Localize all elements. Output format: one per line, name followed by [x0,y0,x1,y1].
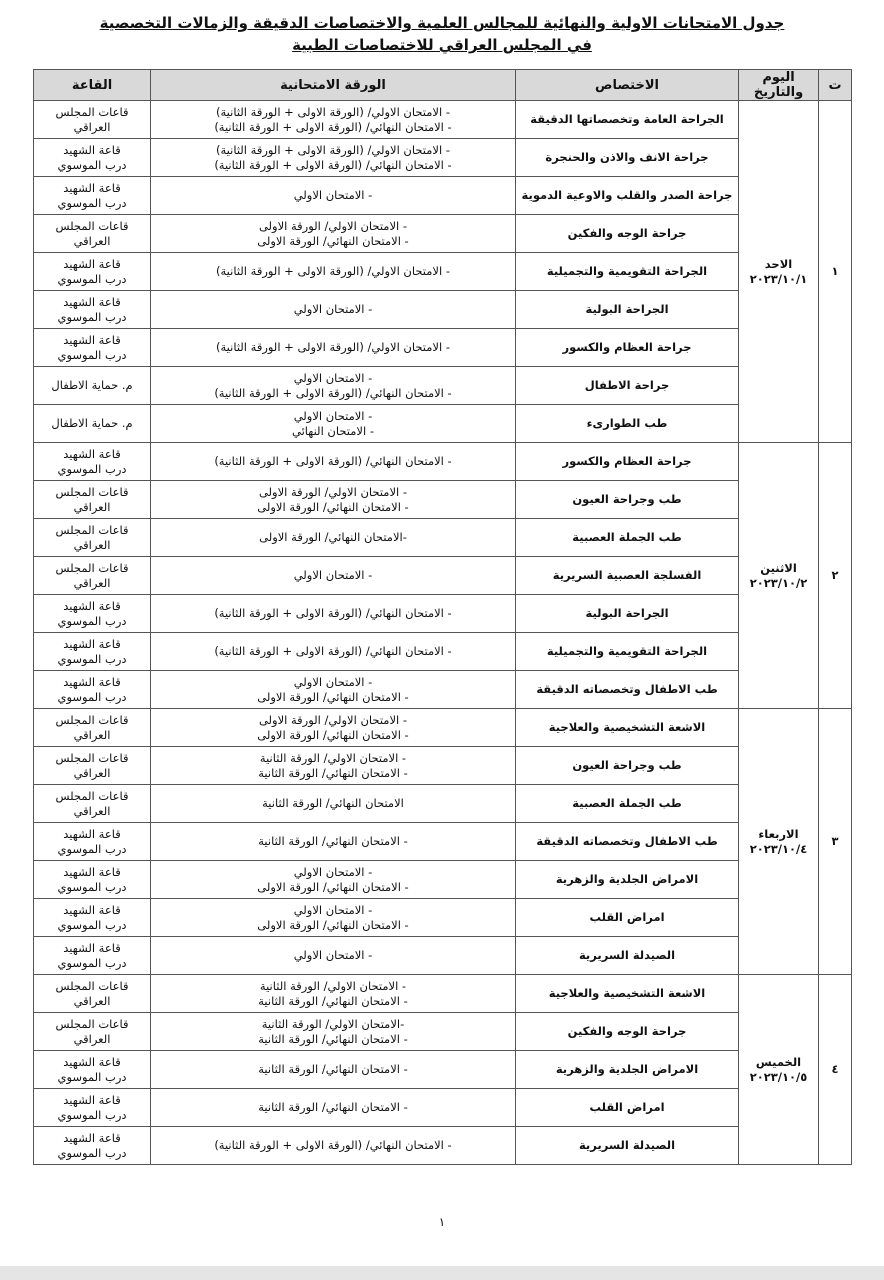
room-line: قاعات المجلس [55,1016,129,1031]
exam-paper-cell [151,101,516,139]
room-cell [34,557,151,595]
room-line: قاعة الشهيد [63,1054,121,1069]
exam-date: ٢٠٢٣/١٠/٤ [749,841,808,856]
room-line: درب الموسوي [57,157,127,172]
room-cell [34,405,151,443]
specialty-cell: جراحة الصدر والقلب والاوعية الدموية [516,177,739,215]
table-row [34,937,852,975]
exam-paper-cell [151,899,516,937]
specialty-cell: الامراض الجلدية والزهرية [516,1051,739,1089]
specialty-cell: جراحة الوجه والفكين [516,1013,739,1051]
room-cell [34,899,151,937]
exam-paper-cell [151,1089,516,1127]
exam-paper-line: - الامتحان الاولي/ الورقة الثانية [259,978,407,993]
table-row [34,443,852,481]
specialty-cell: جراحة العظام والكسور [516,443,739,481]
room-line: قاعة الشهيد [63,636,121,651]
exam-paper-line: - الامتحان الاولي [293,864,373,879]
exam-paper-cell [151,519,516,557]
room-line: قاعات المجلس [55,104,129,119]
exam-paper-cell [151,595,516,633]
exam-paper-line: - الامتحان النهائي/ (الورقة الاولى + الورقة الثانية) [214,606,452,620]
room-cell [34,595,151,633]
exam-paper-cell [151,937,516,975]
specialty-cell: جراحة العظام والكسور [516,329,739,367]
exam-paper-line: - الامتحان الاولي [293,902,373,917]
exam-paper-line: الامتحان النهائي/ الورقة الثانية [262,796,404,810]
specialty-cell: الاشعة التشخيصية والعلاجية [516,709,739,747]
room-line: درب الموسوي [57,1145,127,1160]
exam-paper-cell [151,1127,516,1165]
room-line: قاعات المجلس [55,788,129,803]
room-line: درب الموسوي [57,1107,127,1122]
exam-paper-line: - الامتحان النهائي/ الورقة الاولى [257,689,409,704]
exam-paper-line: - الامتحان النهائي/ الورقة الثانية [258,993,408,1008]
room-cell [34,253,151,291]
header-room: القاعة [34,70,151,101]
room-line: العراقي [73,765,111,780]
exam-paper-line: - الامتحان الاولي/ الورقة الاولى [258,218,408,233]
specialty-cell: الجراحة البولية [516,291,739,329]
day-name: الاربعاء [758,826,799,841]
table-row [34,899,852,937]
exam-paper-line: - الامتحان النهائي/ الورقة الثانية [258,765,408,780]
exam-paper-line: - الامتحان النهائي/ (الورقة الاولى + الورقة الثانية) [214,1138,452,1152]
table-row [34,861,852,899]
room-cell [34,937,151,975]
room-cell [34,671,151,709]
room-line: قاعة الشهيد [63,864,121,879]
table-row [34,557,852,595]
bottom-edge [0,1266,884,1280]
specialty-cell: الجراحة البولية [516,595,739,633]
header-spec: الاختصاص [516,70,739,101]
exam-paper-line: - الامتحان الاولي/ الورقة الثانية [259,750,407,765]
room-cell [34,1051,151,1089]
day-name: الخميس [755,1054,802,1069]
table-row [34,1089,852,1127]
exam-paper-cell [151,671,516,709]
room-line: العراقي [73,803,111,818]
room-line: درب الموسوي [57,195,127,210]
room-line: قاعات المجلس [55,978,129,993]
table-row [34,519,852,557]
table-row [34,595,852,633]
day-date-cell [739,709,819,975]
specialty-cell: الفسلجة العصبية السريرية [516,557,739,595]
day-date-cell [739,975,819,1165]
exam-date: ٢٠٢٣/١٠/٢ [749,575,808,590]
exam-schedule-table [33,69,852,1165]
exam-paper-line: - الامتحان النهائي/ (الورقة الاولى + الورقة الثانية) [214,454,452,468]
room-line: العراقي [73,575,111,590]
room-cell [34,975,151,1013]
exam-paper-line: - الامتحان النهائي/ الورقة الاولى [257,727,409,742]
room-cell [34,709,151,747]
row-number: ٤ [819,975,852,1165]
room-line: العراقي [73,993,111,1008]
exam-paper-line: - الامتحان النهائي/ الورقة الثانية [258,1062,408,1076]
table-body [34,101,852,1165]
table-row [34,101,852,139]
room-cell [34,1013,151,1051]
room-line: م. حماية الاطفال [51,378,133,392]
specialty-cell: الاشعة التشخيصية والعلاجية [516,975,739,1013]
exam-paper-cell [151,747,516,785]
room-line: م. حماية الاطفال [51,416,133,430]
specialty-cell: الصيدلة السريرية [516,937,739,975]
room-cell [34,101,151,139]
exam-paper-line: - الامتحان النهائي/ (الورقة الاولى + الورقة الثانية) [214,644,452,658]
table-row [34,1051,852,1089]
exam-paper-cell [151,785,516,823]
room-cell [34,481,151,519]
room-line: درب الموسوي [57,689,127,704]
table-row [34,215,852,253]
table-row [34,367,852,405]
exam-paper-line: -الامتحان النهائي/ الورقة الاولى [259,530,407,544]
table-row [34,747,852,785]
exam-date: ٢٠٢٣/١٠/٥ [749,1069,808,1084]
room-cell [34,367,151,405]
table-row [34,785,852,823]
specialty-cell: الجراحة التقويمية والتجميلية [516,253,739,291]
exam-paper-cell [151,215,516,253]
exam-paper-line: - الامتحان الاولي/ الورقة الاولى [258,712,408,727]
room-cell [34,785,151,823]
room-line: قاعة الشهيد [63,180,121,195]
room-cell [34,177,151,215]
room-line: العراقي [73,499,111,514]
exam-paper-line: - الامتحان الاولي [293,568,373,582]
day-date-cell [739,443,819,709]
day-name: الاحد [764,256,793,271]
exam-paper-line: - الامتحان الاولي [293,188,373,202]
table-row [34,177,852,215]
room-line: قاعة الشهيد [63,294,121,309]
room-line: قاعة الشهيد [63,1130,121,1145]
table-row [34,329,852,367]
exam-paper-cell [151,443,516,481]
exam-paper-line: - الامتحان النهائي/ الورقة الثانية [258,834,408,848]
exam-paper-line: - الامتحان الاولي [293,302,373,316]
room-line: درب الموسوي [57,955,127,970]
room-line: العراقي [73,119,111,134]
room-cell [34,519,151,557]
exam-paper-line: - الامتحان النهائي/ الورقة الاولى [257,879,409,894]
exam-paper-line: - الامتحان الاولي [293,408,373,423]
room-line: قاعات المجلس [55,750,129,765]
header-num: ت [819,70,852,101]
exam-paper-line: - الامتحان الاولي/ (الورقة الاولى + الورقة الثانية) [216,104,450,119]
table-row [34,1013,852,1051]
room-cell [34,215,151,253]
specialty-cell: الصيدلة السريرية [516,1127,739,1165]
specialty-cell: طب وجراحة العيون [516,747,739,785]
room-line: قاعة الشهيد [63,598,121,613]
room-line: قاعة الشهيد [63,142,121,157]
room-line: العراقي [73,537,111,552]
exam-paper-cell [151,709,516,747]
room-line: قاعات المجلس [55,218,129,233]
row-number: ٢ [819,443,852,709]
exam-paper-line: - الامتحان النهائي/ الورقة الاولى [257,233,409,248]
document-title [0,12,884,56]
exam-paper-cell [151,861,516,899]
row-number: ٣ [819,709,852,975]
exam-paper-cell [151,557,516,595]
room-cell [34,861,151,899]
exam-paper-line: - الامتحان الاولي [293,674,373,689]
room-cell [34,1089,151,1127]
table-row [34,291,852,329]
specialty-cell: طب الطوارىء [516,405,739,443]
specialty-cell: جراحة الانف والاذن والحنجرة [516,139,739,177]
room-line: قاعة الشهيد [63,332,121,347]
header-day: اليوم والتاريخ [739,70,819,101]
exam-paper-cell [151,975,516,1013]
exam-paper-line: - الامتحان النهائي/ الورقة الثانية [258,1031,408,1046]
room-line: درب الموسوي [57,879,127,894]
room-line: قاعات المجلس [55,712,129,727]
exam-paper-cell [151,633,516,671]
exam-paper-cell [151,177,516,215]
exam-paper-cell [151,367,516,405]
specialty-cell: طب وجراحة العيون [516,481,739,519]
room-line: درب الموسوي [57,613,127,628]
exam-paper-line: - الامتحان النهائي/ الورقة الاولى [257,499,409,514]
exam-paper-cell [151,1013,516,1051]
exam-date: ٢٠٢٣/١٠/١ [749,271,808,286]
room-line: قاعات المجلس [55,522,129,537]
table-row [34,709,852,747]
exam-paper-line: -الامتحان الاولي/ الورقة الثانية [261,1016,405,1031]
row-number: ١ [819,101,852,443]
day-date-cell [739,101,819,443]
room-line: درب الموسوي [57,651,127,666]
specialty-cell: الجراحة التقويمية والتجميلية [516,633,739,671]
specialty-cell: جراحة الوجه والفكين [516,215,739,253]
title-line-2: في المجلس العراقي للاختصاصات الطبية [292,36,592,54]
room-line: قاعة الشهيد [63,674,121,689]
exam-paper-cell [151,139,516,177]
room-line: قاعة الشهيد [63,826,121,841]
exam-paper-cell [151,291,516,329]
table-row [34,481,852,519]
room-line: العراقي [73,233,111,248]
room-line: قاعة الشهيد [63,902,121,917]
table-row [34,1127,852,1165]
specialty-cell: الامراض الجلدية والزهرية [516,861,739,899]
table-row [34,671,852,709]
exam-paper-cell [151,405,516,443]
room-line: درب الموسوي [57,347,127,362]
specialty-cell: جراحة الاطفال [516,367,739,405]
header-paper: الورقة الامتحانية [151,70,516,101]
room-line: قاعات المجلس [55,560,129,575]
room-line: درب الموسوي [57,1069,127,1084]
exam-paper-cell [151,253,516,291]
exam-paper-cell [151,823,516,861]
room-line: درب الموسوي [57,461,127,476]
exam-paper-cell [151,329,516,367]
room-cell [34,1127,151,1165]
page-number: ١ [438,1215,446,1229]
room-line: قاعة الشهيد [63,940,121,955]
exam-paper-line: - الامتحان الاولي/ (الورقة الاولى + الورقة الثانية) [216,264,450,278]
room-cell [34,633,151,671]
specialty-cell: امراض القلب [516,1089,739,1127]
specialty-cell: طب الجملة العصبية [516,785,739,823]
exam-paper-line: - الامتحان النهائي/ (الورقة الاولى + الورقة الثانية) [214,157,452,172]
room-line: قاعة الشهيد [63,1092,121,1107]
exam-paper-line: - الامتحان الاولي [293,370,373,385]
exam-paper-line: - الامتحان الاولي/ الورقة الاولى [258,484,408,499]
exam-paper-line: - الامتحان الاولي/ (الورقة الاولى + الورقة الثانية) [216,142,450,157]
table-row [34,823,852,861]
table-row [34,405,852,443]
day-name: الاثنين [760,560,797,575]
exam-paper-line: - الامتحان النهائي/ (الورقة الاولى + الورقة الثانية) [214,119,452,134]
room-line: درب الموسوي [57,841,127,856]
exam-paper-line: - الامتحان النهائي/ الورقة الاولى [257,917,409,932]
exam-paper-line: - الامتحان الاولي/ (الورقة الاولى + الورقة الثانية) [216,340,450,354]
room-line: درب الموسوي [57,271,127,286]
room-cell [34,443,151,481]
room-line: العراقي [73,727,111,742]
room-cell [34,823,151,861]
table-row [34,975,852,1013]
exam-paper-line: - الامتحان الاولي [293,948,373,962]
specialty-cell: الجراحة العامة وتخصصاتها الدقيقة [516,101,739,139]
room-cell [34,747,151,785]
table-row [34,633,852,671]
room-line: قاعات المجلس [55,484,129,499]
exam-paper-line: - الامتحان النهائي/ (الورقة الاولى + الورقة الثانية) [214,385,452,400]
table-row [34,139,852,177]
specialty-cell: طب الجملة العصبية [516,519,739,557]
specialty-cell: طب الاطفال وتخصصاته الدقيقة [516,823,739,861]
room-line: قاعة الشهيد [63,446,121,461]
room-line: درب الموسوي [57,917,127,932]
exam-paper-cell [151,481,516,519]
exam-paper-cell [151,1051,516,1089]
exam-paper-line: - الامتحان النهائي/ الورقة الثانية [258,1100,408,1114]
room-line: العراقي [73,1031,111,1046]
specialty-cell: طب الاطفال وتخصصاته الدقيقة [516,671,739,709]
room-cell [34,139,151,177]
exam-paper-line: - الامتحان النهائي [292,423,374,438]
room-cell [34,291,151,329]
table-row [34,253,852,291]
table-header-row [34,70,852,101]
room-cell [34,329,151,367]
room-line: درب الموسوي [57,309,127,324]
room-line: قاعة الشهيد [63,256,121,271]
specialty-cell: امراض القلب [516,899,739,937]
title-line-1: جدول الامتحانات الاولية والنهائية للمجالس العلمية والاختصاصات الدقيقة والزمالات التخصصية [99,14,785,32]
